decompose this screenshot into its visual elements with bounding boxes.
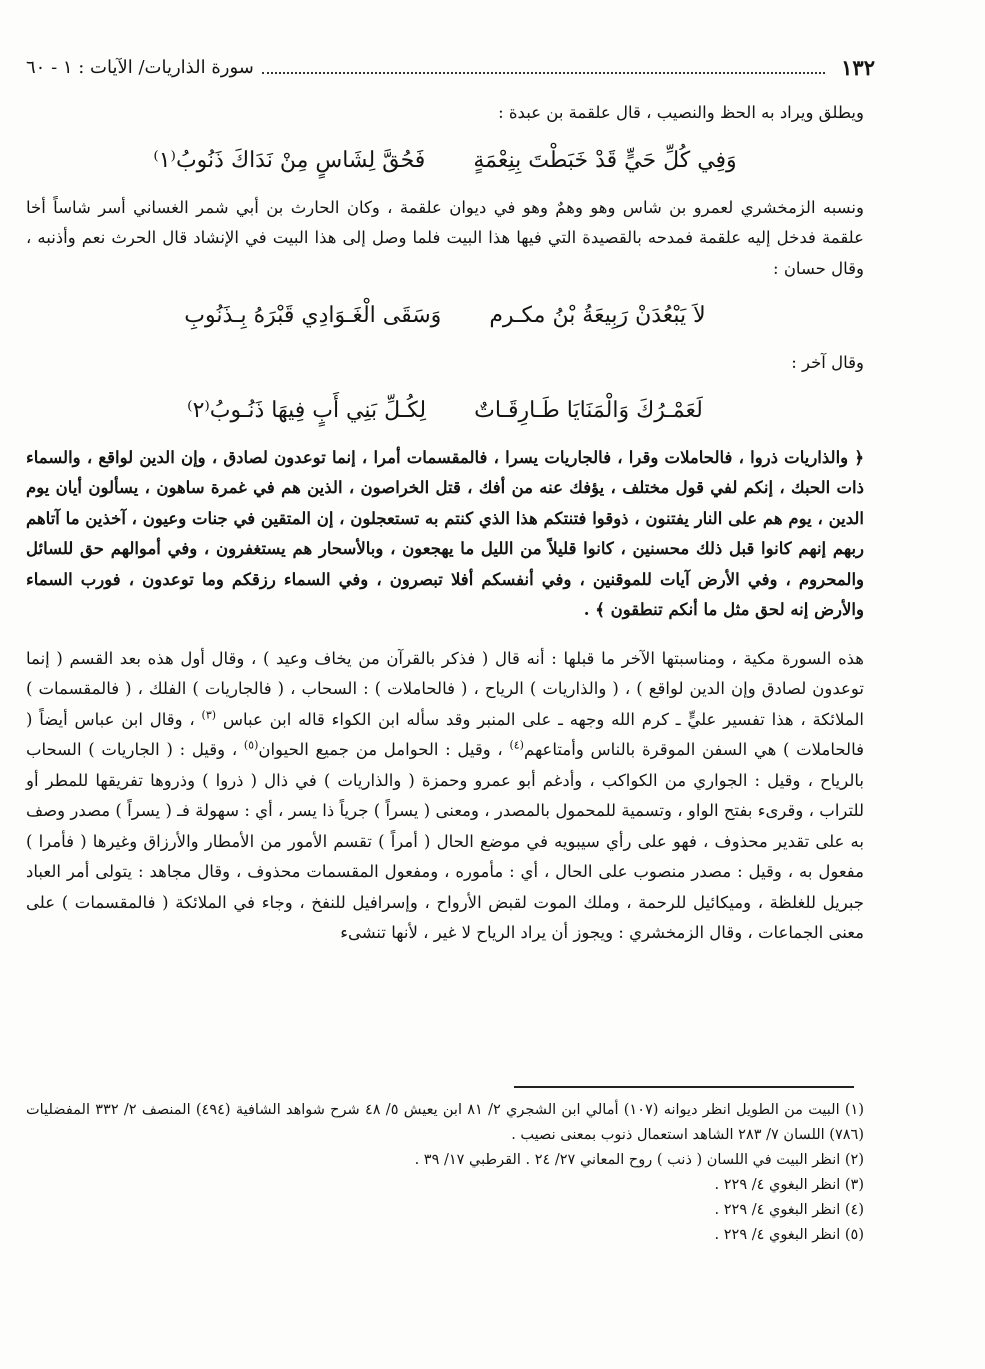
verse-3-first-hemistich: لَعَمْـرُكَ وَالْمَنَايَا طَـارِقَـاتٌ <box>474 397 703 423</box>
verse-2-first-hemistich: لاَ يَبْعُدَنْ رَبِيعَةُ بْنُ مكـرم <box>489 303 706 328</box>
running-title: سورة الذاريات/ الآيات : ١ - ٦٠ <box>26 56 254 78</box>
footnotes <box>26 1098 864 1248</box>
commentary-part-c: ، وقيل : الحوامل من جميع الحيوان <box>258 740 503 759</box>
commentary-part-b: ، وقال ابن عباس أيضاً ( فالحاملات ) هي السفن الموقرة بالناس وأمتاعهم <box>26 709 864 759</box>
commentary-paragraph <box>26 644 864 949</box>
footnote-2: (٢) انظر البيت في اللسان ( ذنب ) روح المعاني ٢٧/ ٢٤ . القرطبي ١٧/ ٣٩ . <box>414 1152 864 1168</box>
verse-3-second-hemistich: لِكُـلِّ بَنِي أَبٍ فِيهَا ذَنُـوبُ⁽٢⁾ <box>187 397 427 423</box>
intro-line-2: وقال آخر : <box>791 353 864 372</box>
verse-1-second-hemistich: فَحُقَّ لِشَاسٍ مِنْ نَدَاكَ ذَنُوبُ⁽١⁾ <box>153 147 426 173</box>
quran-passage: ﴿ والذاريات ذروا ، فالحاملات وقرا ، فالجاريات يسرا ، فالمقسمات أمرا ، إنما توعدون لصادق ، وإن الدين لواقع ، والسماء ذات الحبك ، إنكم لفي قول مختلف ، يؤفك عنه من أفك ، قتل الخراصون ، الذين هم في غمرة ساهون ، يسألون أيان يوم الدين ، يوم هم على النار يفتنون ، ذوقوا فتنتكم هذا الذي كنتم به تستعجلون ، إن المتقين في جنات وعيون ، آخذين ما آتاهم ربهم إنهم كانوا قبل ذلك محسنين ، كانوا قليلاً من الليل ما يهجعون ، وبالأسحار هم يستغفرون ، وفي أموالهم حق للسائل والمحروم ، وفي الأرض آيات للموقنين ، وفي أنفسكم أفلا تبصرون ، وفي السماء رزقكم وما توعدون ، فورب السماء والأرض إنه لحق مثل ما أنكم تنطقون ﴾ . <box>26 447 864 619</box>
poetry-verse-2 <box>26 296 864 336</box>
footnote-5: (٥) انظر البغوي ٤/ ٢٢٩ . <box>714 1227 864 1243</box>
footnote-1: (١) البيت من الطويل انظر ديوانه (١٠٧) أمالي ابن الشجري ٢/ ٨١ ابن يعيش ٥/ ٤٨ شرح شواهد الشافية (٤٩٤) المنصف ٢/ ٣٣٢ المفضليات (٧٨٦) اللسان ٧/ ٢٨٣ الشاهد استعمال ذنوب بمعنى نصيب . <box>26 1102 865 1143</box>
verse-2-second-hemistich: وَسَقَى الْغَـوَادِي قَبْرَهُ بِـذَنُوبِ <box>184 303 442 328</box>
footnote-separator <box>514 1086 854 1088</box>
paragraph-attribution: ونسبه الزمخشري لعمرو بن شاس وهو وهمٌ وهو في ديوان علقمة ، وكان الحارث بن أبي شمر الغساني أسر شاساً أخا علقمة فدخل إليه علقمة فمدحه بالقصيدة التي فيها هذا البيت فلما وصل إلى هذا البيت في الإنشاد قال الحرث نعم وأذنبه ، وقال حسان : <box>26 197 864 278</box>
footnote-ref-3: (٣) <box>201 708 217 721</box>
verse-1-first-hemistich: وَفِي كُلِّ حَيٍّ قَدْ خَبَطْتَ بِنِعْمَةٍ <box>473 147 737 173</box>
intro-line: ويطلق ويراد به الحظ والنصيب ، قال علقمة بن عبدة : <box>498 103 864 122</box>
footnote-ref-5: (٥) <box>243 738 259 752</box>
running-header <box>26 50 875 84</box>
main-text <box>26 98 864 949</box>
header-dotted-leader <box>262 60 825 74</box>
footnote-ref-4: (٤) <box>509 738 524 752</box>
commentary-part-d: ، وقيل : ( الجاريات ) السحاب بالرياح ، وقيل : الجواري من الكواكب ، وأدغم أبو عمرو وحمزة ( والذاريات ) في ذال ( ذروا ) وذروها تفريقها للمطر أو للتراب ، وقرىء بفتح الواو ، وتسمية للمحمول بالمصدر ، ومعنى ( يسراً ) جرياً ذا يسر ، أي : سهولة فـ ( يسراً ) مصدر وصف به على تقدير محذوف ، فهو على رأي سيبويه في موضع الحال ( أمراً ) تقسم الأمور من الأمطار والأرزاق وغيرها ( فأمرا ) مفعول به ، وقيل : مصدر منصوب على الحال ، أي : مأموره ، ومفعول المقسمات محذوف ، وقال مجاهد : يتولى أمر العباد جبريل للغلظة ، وميكائيل للرحمة ، وملك الموت لقبض الأرواح ، وإسرافيل للنفخ ، وجاء في الملائكة ( فالمقسمات ) على معنى الجماعات ، وقال الزمخشري : ويجوز أن يراد الرياح لا غير ، لأنها تنشىء <box>26 740 864 942</box>
footnote-3: (٣) انظر البغوي ٤/ ٢٢٩ . <box>714 1177 864 1193</box>
page-number: ١٣٢ <box>841 54 875 80</box>
poetry-verse-3 <box>26 391 864 431</box>
commentary-part-a: هذه السورة مكية ، ومناسبتها الآخر ما قبلها : أنه قال ( فذكر بالقرآن من يخاف وعيد ) ، وقال أول هذه بعد القسم ( إنما توعدون لصادق وإن الدين لواقع ) ، ( والذاريات ) الرياح ، ( فالحاملات ) : السحاب ، ( فالجاريات ) الفلك ، ( فالمقسمات ) الملائكة ، هذا تفسير عليٍّ ـ كرم الله وجهه ـ على المنبر وقد سأله ابن الكواء قاله ابن عباس <box>26 648 865 729</box>
footnote-4: (٤) انظر البغوي ٤/ ٢٢٩ . <box>714 1202 864 1218</box>
poetry-verse-1 <box>26 141 864 181</box>
